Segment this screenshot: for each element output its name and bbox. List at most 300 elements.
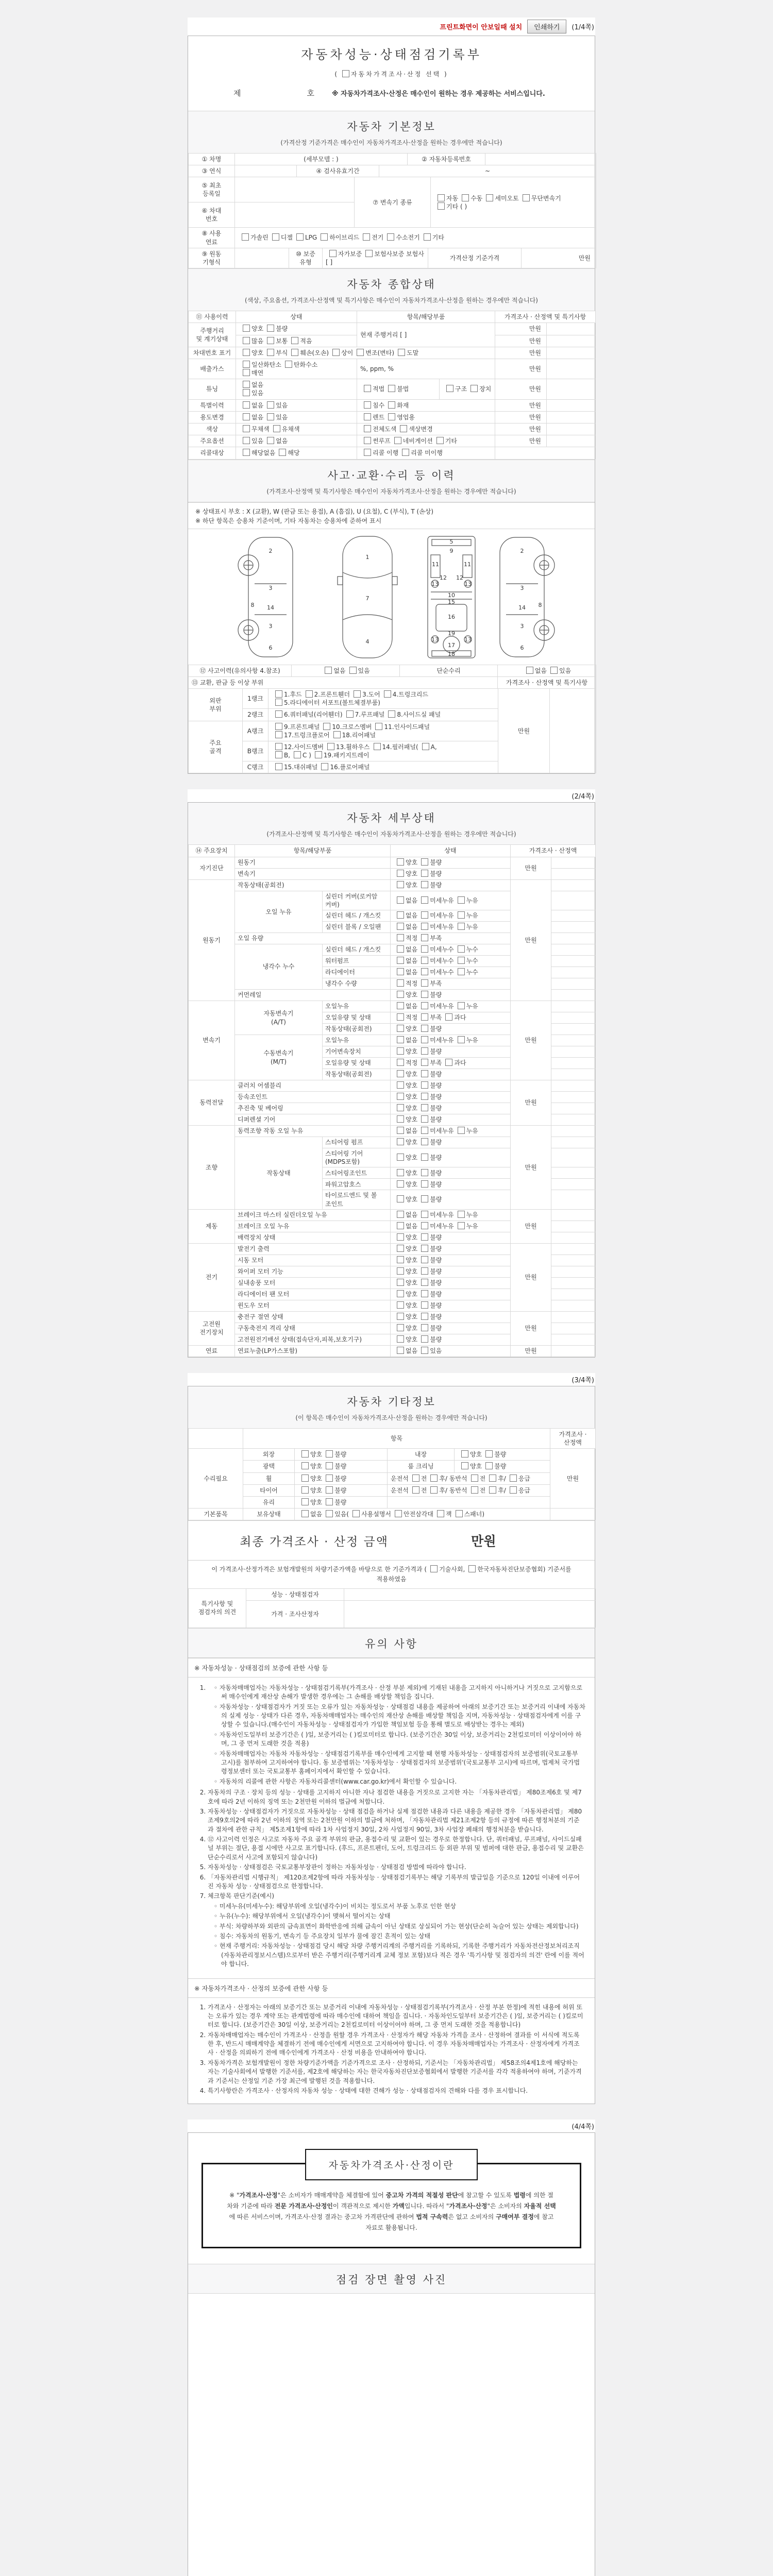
checkbox[interactable] bbox=[397, 1036, 404, 1043]
checkbox-label: 없음 bbox=[251, 413, 264, 421]
checkbox[interactable] bbox=[421, 1025, 428, 1032]
text: "은 소비자의 bbox=[487, 2202, 524, 2210]
checkbox[interactable] bbox=[421, 1313, 428, 1320]
cell: 특별이력 bbox=[189, 399, 236, 411]
remark-cell bbox=[551, 956, 596, 967]
checkbox[interactable] bbox=[243, 361, 250, 368]
checkbox-label: 양호 bbox=[310, 1486, 323, 1494]
item-name: 실린더 헤드 / 개스킷 bbox=[323, 910, 391, 922]
status-options bbox=[391, 1103, 511, 1114]
checkbox[interactable] bbox=[458, 1002, 465, 1009]
checkbox[interactable] bbox=[421, 923, 428, 930]
checkbox[interactable] bbox=[421, 1127, 428, 1134]
checkbox[interactable] bbox=[243, 437, 250, 444]
checkbox[interactable] bbox=[325, 667, 332, 674]
checkbox-label: C ) bbox=[303, 752, 311, 759]
checkbox[interactable] bbox=[458, 1222, 465, 1229]
checkbox[interactable] bbox=[285, 361, 292, 368]
checkbox[interactable] bbox=[456, 1510, 463, 1517]
checkbox[interactable] bbox=[421, 1093, 428, 1100]
checkbox[interactable] bbox=[397, 1169, 404, 1176]
item-name: 원동기 bbox=[235, 857, 391, 868]
checkbox[interactable] bbox=[243, 425, 250, 432]
legend-line-2: ※ 하단 항목은 승용차 기준이며, 기타 자동차는 승용차에 준하여 표시 bbox=[195, 517, 382, 524]
checkbox[interactable] bbox=[323, 723, 330, 730]
note-item: 1. 가격조사 · 산정자는 아래의 보증기간 또는 보증거리 이내에 자동차성능 · 상태점검기록부(가격조사 · 산정 부분 한정)에 적힌 내용에 허위 또는 오류가 있는 경우 계약 또는 관계법령에 따라 매수인에 대하여 책임을 집니다. · 자동차인도일부터 보증기간은 ( )일, 보증거리는 ( )킬로미터로 합니다. (보증기간은 30일 이상, 보증거리는 2천킬로미터 이상이어야 하며, 그 중 먼저 도래한 것을 적용합니다) bbox=[208, 2003, 585, 2030]
checkbox[interactable] bbox=[333, 731, 341, 738]
checkbox[interactable] bbox=[275, 699, 282, 706]
section-accident-header bbox=[188, 460, 595, 502]
status-options bbox=[391, 1323, 511, 1334]
checkbox[interactable] bbox=[397, 1104, 404, 1111]
checkbox[interactable] bbox=[421, 1347, 428, 1354]
checkbox[interactable] bbox=[301, 1510, 309, 1517]
notes-a-body bbox=[188, 1677, 595, 1978]
checkbox[interactable] bbox=[357, 349, 364, 356]
checkbox[interactable] bbox=[275, 723, 282, 730]
checkbox-label: 전 bbox=[479, 1475, 486, 1482]
checkbox[interactable] bbox=[397, 1195, 404, 1202]
checkbox[interactable] bbox=[275, 731, 282, 738]
checkbox[interactable] bbox=[267, 337, 274, 344]
table-row bbox=[189, 688, 596, 708]
checkbox[interactable] bbox=[421, 968, 428, 975]
checkbox[interactable] bbox=[421, 1081, 428, 1089]
checkbox[interactable] bbox=[301, 1462, 309, 1469]
checkbox-label: 수동 bbox=[470, 194, 483, 202]
checkbox[interactable] bbox=[461, 1462, 468, 1469]
checkbox[interactable] bbox=[421, 945, 428, 953]
checkbox[interactable] bbox=[275, 710, 282, 718]
checkbox[interactable] bbox=[421, 1002, 428, 1009]
checkbox[interactable] bbox=[397, 1115, 404, 1123]
checkbox[interactable] bbox=[421, 1222, 428, 1229]
checkbox[interactable] bbox=[397, 1267, 404, 1275]
checkbox[interactable] bbox=[301, 1486, 309, 1494]
checkbox[interactable] bbox=[421, 1104, 428, 1111]
checkbox-label: 양호 bbox=[406, 1139, 418, 1146]
checkbox[interactable] bbox=[374, 743, 381, 750]
checkbox[interactable] bbox=[397, 1059, 404, 1066]
checkbox[interactable] bbox=[421, 1256, 428, 1263]
cell bbox=[431, 177, 596, 228]
checkbox[interactable] bbox=[486, 194, 493, 201]
checkbox[interactable] bbox=[364, 425, 371, 432]
checkbox[interactable] bbox=[421, 1324, 428, 1331]
checkbox[interactable] bbox=[301, 1450, 309, 1458]
checkbox[interactable] bbox=[397, 870, 404, 877]
checkbox[interactable] bbox=[397, 1245, 404, 1252]
checkbox[interactable] bbox=[273, 425, 280, 432]
checkbox[interactable] bbox=[315, 751, 322, 758]
checkbox[interactable] bbox=[329, 250, 337, 257]
checkbox[interactable] bbox=[421, 1059, 428, 1066]
checkbox[interactable] bbox=[485, 1462, 493, 1469]
checkbox[interactable] bbox=[397, 1324, 404, 1331]
panel-number: 13 bbox=[464, 636, 472, 643]
checkbox[interactable] bbox=[326, 1498, 333, 1505]
checkbox[interactable] bbox=[461, 1450, 468, 1458]
checkbox-label: 누유 bbox=[466, 912, 478, 920]
checkbox-label: 양호 bbox=[406, 1234, 418, 1242]
checkbox[interactable] bbox=[421, 1070, 428, 1077]
checkbox[interactable] bbox=[421, 1138, 428, 1145]
checkbox[interactable] bbox=[421, 896, 428, 904]
checkbox[interactable] bbox=[397, 1313, 404, 1320]
checkbox[interactable] bbox=[326, 1450, 333, 1458]
checkbox[interactable] bbox=[397, 934, 404, 941]
checkbox[interactable] bbox=[421, 1195, 428, 1202]
checkbox[interactable] bbox=[400, 425, 407, 432]
checkbox[interactable] bbox=[267, 349, 274, 356]
checkbox[interactable] bbox=[398, 349, 405, 356]
checkbox[interactable] bbox=[397, 1347, 404, 1354]
checkbox[interactable] bbox=[412, 1486, 419, 1494]
checkbox[interactable] bbox=[458, 896, 465, 904]
checkbox[interactable] bbox=[421, 934, 428, 941]
checkbox[interactable] bbox=[397, 1180, 404, 1188]
checkbox[interactable] bbox=[458, 923, 465, 930]
checkbox[interactable] bbox=[458, 968, 465, 975]
checkbox[interactable] bbox=[397, 1138, 404, 1145]
checkbox[interactable] bbox=[485, 1450, 493, 1458]
checkbox[interactable] bbox=[346, 710, 354, 718]
checkbox[interactable] bbox=[275, 763, 282, 770]
checkbox[interactable] bbox=[421, 1013, 428, 1021]
checkbox[interactable] bbox=[397, 1154, 404, 1161]
checkbox[interactable] bbox=[468, 1565, 476, 1572]
checkbox[interactable] bbox=[243, 337, 250, 344]
checkbox[interactable] bbox=[550, 667, 558, 674]
checkbox[interactable] bbox=[421, 1335, 428, 1343]
checkbox[interactable] bbox=[321, 233, 328, 241]
cell: 주요옵션 bbox=[189, 435, 236, 447]
checkbox[interactable] bbox=[332, 349, 340, 356]
checkbox[interactable] bbox=[397, 896, 404, 904]
checkbox[interactable] bbox=[421, 1267, 428, 1275]
checkbox-label: 누수 bbox=[466, 957, 478, 965]
checkbox[interactable] bbox=[421, 1154, 428, 1161]
checkbox[interactable] bbox=[438, 194, 445, 201]
checkbox[interactable] bbox=[421, 1047, 428, 1055]
checkbox[interactable] bbox=[397, 1002, 404, 1009]
checkbox[interactable] bbox=[326, 1510, 333, 1517]
checkbox[interactable] bbox=[363, 233, 370, 241]
checkbox[interactable] bbox=[421, 881, 428, 888]
checkbox[interactable] bbox=[243, 369, 250, 376]
checkbox[interactable] bbox=[397, 1335, 404, 1343]
cell: 만원 bbox=[495, 359, 547, 379]
text: 법적 구속력 bbox=[416, 2213, 448, 2221]
checkbox[interactable] bbox=[458, 1211, 465, 1218]
checkbox[interactable] bbox=[279, 449, 286, 456]
checkbox-label: 1.후드 bbox=[284, 690, 302, 698]
status-options bbox=[391, 956, 511, 967]
checkbox[interactable] bbox=[471, 1475, 478, 1482]
checkbox[interactable] bbox=[397, 1013, 404, 1021]
checkbox[interactable] bbox=[267, 325, 274, 332]
checkbox[interactable] bbox=[388, 710, 395, 718]
checkbox[interactable] bbox=[387, 233, 394, 241]
item-sub: 수동변속기 (M/T) bbox=[235, 1035, 323, 1080]
checkbox[interactable] bbox=[364, 413, 371, 420]
checkbox[interactable] bbox=[397, 1127, 404, 1134]
checkbox[interactable] bbox=[296, 233, 304, 241]
checkbox[interactable] bbox=[397, 945, 404, 953]
checkbox[interactable] bbox=[243, 325, 250, 332]
checkbox-label: 불량 bbox=[430, 1325, 442, 1332]
item-name: 동력조향 작동 오일 누유 bbox=[235, 1126, 391, 1137]
cell: 가격조사 · 산정액 bbox=[550, 1428, 596, 1448]
checkbox[interactable] bbox=[375, 723, 382, 730]
checkbox[interactable] bbox=[489, 1486, 496, 1494]
checkbox[interactable] bbox=[458, 911, 465, 919]
checkbox[interactable] bbox=[243, 389, 250, 396]
checkbox[interactable] bbox=[242, 233, 249, 241]
cell: 특기사항 및 점검자의 의견 bbox=[189, 1588, 246, 1628]
section-etc-subtitle: (이 항목은 매수인이 자동차가격조사·산정을 원하는 경우에만 적습니다) bbox=[295, 1414, 488, 1421]
checkbox[interactable] bbox=[397, 1279, 404, 1286]
print-button[interactable]: 인쇄하기 bbox=[527, 20, 566, 33]
checkbox[interactable] bbox=[364, 437, 371, 444]
panel-number: 19 bbox=[447, 630, 455, 637]
checkbox[interactable] bbox=[430, 1486, 438, 1494]
checkbox[interactable] bbox=[421, 1211, 428, 1218]
note-bullet: ◦ 자동차매매업자는 자동차 자동차성능 · 상태점검기록부를 매수인에게 고지할 때 현행 자동차성능 · 상태점검자의 보증범위(국토교통부 고시)를 첨부하여 고지하여야 합니다. 동 보증범위는 '자동차성능 · 상태점검자의 보증범위'(국토교통부 고시)에 따르며, 법제처 국가법령정보센터 또는 국토교통부 홈페이지에서 확인할 수 있습니다. bbox=[221, 1750, 585, 1776]
cell: 유리 bbox=[243, 1496, 295, 1508]
checkbox-label: 기타 bbox=[432, 234, 444, 242]
table-row bbox=[189, 1484, 596, 1496]
checkbox[interactable] bbox=[327, 743, 334, 750]
cell bbox=[295, 1472, 388, 1484]
checkbox[interactable] bbox=[397, 957, 404, 964]
checkbox[interactable] bbox=[243, 381, 250, 388]
cell bbox=[295, 1509, 550, 1520]
checkbox-label: 없음 bbox=[406, 1127, 418, 1135]
cell: 차대번호 표기 bbox=[189, 347, 236, 359]
checkbox[interactable] bbox=[301, 1475, 309, 1482]
checkbox[interactable] bbox=[394, 437, 401, 444]
checkbox[interactable] bbox=[397, 923, 404, 930]
checkbox[interactable] bbox=[421, 1245, 428, 1252]
text: 운전석 bbox=[391, 1486, 409, 1494]
checkbox[interactable] bbox=[326, 1462, 333, 1469]
section-detail-title: 자동차 세부상태 bbox=[347, 812, 436, 825]
checkbox[interactable] bbox=[436, 437, 444, 444]
checkbox[interactable] bbox=[421, 1180, 428, 1188]
checkbox[interactable] bbox=[397, 1025, 404, 1032]
checkbox[interactable] bbox=[294, 751, 301, 758]
cell bbox=[547, 399, 596, 411]
checkbox-label: 양호 bbox=[406, 1268, 418, 1276]
checkbox[interactable] bbox=[306, 690, 313, 698]
checkbox[interactable] bbox=[523, 194, 530, 201]
cell: ⑥ 차대 번호 bbox=[189, 202, 235, 228]
checkbox-label: 양호 bbox=[406, 1279, 418, 1287]
checkbox[interactable] bbox=[243, 413, 250, 420]
checkbox-label: 무단변속기 bbox=[531, 194, 561, 202]
checkbox[interactable] bbox=[421, 1279, 428, 1286]
checkbox[interactable] bbox=[397, 1222, 404, 1229]
checkbox[interactable] bbox=[291, 349, 298, 356]
checkbox[interactable] bbox=[397, 1047, 404, 1055]
checkbox-label: 불량 bbox=[430, 1116, 442, 1124]
checkbox[interactable] bbox=[397, 1290, 404, 1297]
checkbox[interactable] bbox=[458, 1127, 465, 1134]
checkbox[interactable] bbox=[397, 858, 404, 866]
checkbox[interactable] bbox=[275, 743, 282, 750]
checkbox[interactable] bbox=[424, 233, 431, 241]
checkbox[interactable] bbox=[421, 1233, 428, 1241]
checkbox[interactable] bbox=[397, 911, 404, 919]
checkbox[interactable] bbox=[301, 1498, 309, 1505]
checkbox[interactable] bbox=[510, 1475, 517, 1482]
checkbox-label: 있음 bbox=[358, 667, 370, 674]
checkbox[interactable] bbox=[364, 449, 371, 456]
checkbox[interactable] bbox=[445, 1013, 452, 1021]
checkbox-label: 없음 bbox=[406, 896, 418, 904]
checkbox[interactable] bbox=[462, 194, 469, 201]
table-row bbox=[189, 1496, 596, 1508]
item-name: 오일 유량 bbox=[235, 933, 391, 944]
text: 가액 bbox=[392, 2202, 405, 2210]
checkbox[interactable] bbox=[422, 743, 429, 750]
checkbox[interactable] bbox=[397, 1070, 404, 1077]
checkbox[interactable] bbox=[458, 945, 465, 953]
cell: 외장 bbox=[243, 1449, 295, 1461]
checkbox[interactable] bbox=[267, 401, 274, 409]
checkbox[interactable] bbox=[421, 1115, 428, 1123]
checkbox[interactable] bbox=[364, 385, 371, 392]
table-row bbox=[189, 676, 596, 688]
checkbox[interactable] bbox=[388, 401, 395, 409]
checkbox[interactable] bbox=[291, 337, 298, 344]
checkbox[interactable] bbox=[421, 858, 428, 866]
checkbox-label: 양호 bbox=[406, 1336, 418, 1344]
cell bbox=[295, 1449, 388, 1461]
checkbox[interactable] bbox=[421, 911, 428, 919]
checkbox[interactable] bbox=[397, 1301, 404, 1309]
checkbox[interactable] bbox=[421, 979, 428, 987]
checkbox[interactable] bbox=[243, 449, 250, 456]
remark-cell bbox=[551, 910, 596, 922]
checkbox[interactable] bbox=[438, 202, 445, 210]
checkbox[interactable] bbox=[421, 1301, 428, 1309]
cell: ⑫ 사고이력(유의사항 4.참조) bbox=[189, 665, 292, 676]
checkbox[interactable] bbox=[388, 385, 395, 392]
checkbox-label: 기술사회, bbox=[439, 1566, 465, 1573]
checkbox[interactable] bbox=[354, 690, 361, 698]
checkbox[interactable] bbox=[421, 1290, 428, 1297]
text: 에 참고할 수 있도록 bbox=[458, 2192, 514, 2199]
cell: 주요 골격 bbox=[189, 721, 243, 773]
checkbox[interactable] bbox=[397, 1233, 404, 1241]
checkbox[interactable] bbox=[421, 991, 428, 998]
car-diagram-area bbox=[188, 529, 595, 665]
checkbox[interactable] bbox=[458, 957, 465, 964]
cell: 리콜대상 bbox=[189, 447, 236, 459]
checkbox[interactable] bbox=[397, 1081, 404, 1089]
checkbox[interactable] bbox=[349, 667, 357, 674]
status-options bbox=[391, 1080, 511, 1092]
text: 에 참고자료로 활용됩니다. bbox=[365, 2213, 554, 2231]
checkbox[interactable] bbox=[243, 401, 250, 409]
checkbox[interactable] bbox=[421, 1036, 428, 1043]
checkbox-label: 가솔린 bbox=[250, 234, 268, 242]
checkbox[interactable] bbox=[384, 690, 391, 698]
checkbox[interactable] bbox=[471, 1486, 478, 1494]
checkbox[interactable] bbox=[364, 401, 371, 409]
checkbox[interactable] bbox=[430, 1565, 438, 1572]
checkbox[interactable] bbox=[421, 870, 428, 877]
checkbox[interactable] bbox=[365, 250, 373, 257]
checkbox[interactable] bbox=[395, 1510, 402, 1517]
checkbox[interactable] bbox=[402, 449, 409, 456]
item-name: 실린더 헤드 / 개스킷 bbox=[323, 944, 391, 956]
checkbox[interactable] bbox=[421, 957, 428, 964]
checkbox[interactable] bbox=[272, 233, 279, 241]
checkbox[interactable] bbox=[397, 991, 404, 998]
checkbox[interactable] bbox=[243, 349, 250, 356]
checkbox-label: 11.인사이드패널 bbox=[384, 723, 430, 731]
checkbox-label: 미세누수 bbox=[430, 969, 454, 976]
checkbox[interactable] bbox=[275, 690, 282, 698]
checkbox[interactable] bbox=[352, 1510, 360, 1517]
checkbox[interactable] bbox=[489, 1475, 496, 1482]
checkbox[interactable] bbox=[326, 1475, 333, 1482]
remark-cell bbox=[551, 1069, 596, 1080]
checkbox[interactable] bbox=[397, 1256, 404, 1263]
checkbox-label: 양호 bbox=[406, 1093, 418, 1101]
checkbox[interactable] bbox=[446, 385, 453, 392]
note-item: 4. ⑫ 사고이력 인정은 사고로 자동차 주요 골격 부위의 판금, 용접수리 및 교환이 있는 경우로 한정합니다. 단, 쿼터패널, 루프패널, 사이드실패널 부위는 절단, 용접 시에만 사고로 표기합니다. (후드, 프론트펜더, 도어, 트렁크리드 등 외판 부위 및 범퍼에 대한 판금, 용접수리 및 교환은 단순수리로서 사고에 포함되지 않습니다) bbox=[208, 1835, 585, 1862]
checkbox[interactable] bbox=[397, 968, 404, 975]
item-name: 작동상태(공회전) bbox=[235, 879, 391, 891]
checkbox[interactable] bbox=[510, 1486, 517, 1494]
checkbox[interactable] bbox=[437, 1510, 444, 1517]
checkbox[interactable] bbox=[458, 1036, 465, 1043]
checkbox[interactable] bbox=[321, 763, 328, 770]
checkbox[interactable] bbox=[421, 1169, 428, 1176]
device-group: 조향 bbox=[189, 1126, 235, 1210]
checkbox[interactable] bbox=[412, 1475, 419, 1482]
checkbox-label: 부족 bbox=[430, 1059, 442, 1067]
remark-cell bbox=[551, 1092, 596, 1103]
remark-cell bbox=[551, 1232, 596, 1243]
checkbox[interactable] bbox=[342, 70, 349, 77]
table-row bbox=[189, 165, 596, 177]
checkbox[interactable] bbox=[388, 413, 395, 420]
checkbox[interactable] bbox=[397, 1211, 404, 1218]
checkbox[interactable] bbox=[397, 979, 404, 987]
checkbox[interactable] bbox=[526, 667, 533, 674]
checkbox[interactable] bbox=[430, 1475, 438, 1482]
checkbox-label: 17.트렁크플로어 bbox=[284, 731, 330, 739]
remark-cell bbox=[551, 922, 596, 933]
checkbox[interactable] bbox=[267, 413, 274, 420]
checkbox[interactable] bbox=[397, 881, 404, 888]
checkbox[interactable] bbox=[397, 1093, 404, 1100]
item-name: 실린더 커버(로커암 커버) bbox=[323, 891, 391, 910]
checkbox[interactable] bbox=[470, 385, 478, 392]
item-name: 기어변속장치 bbox=[323, 1046, 391, 1058]
checkbox[interactable] bbox=[445, 1059, 452, 1066]
checkbox[interactable] bbox=[267, 437, 274, 444]
checkbox[interactable] bbox=[326, 1486, 333, 1494]
status-options bbox=[391, 944, 511, 956]
checkbox[interactable] bbox=[275, 751, 282, 758]
table-row bbox=[189, 1509, 596, 1520]
